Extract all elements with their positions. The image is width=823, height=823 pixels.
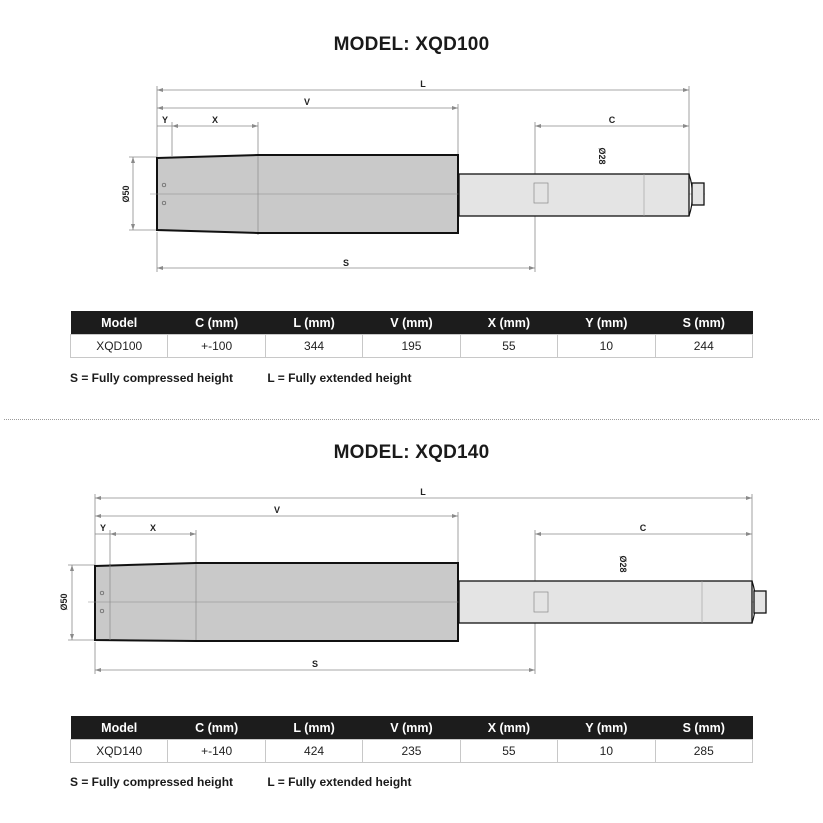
table-header: X (mm) bbox=[460, 311, 557, 335]
spec-table bbox=[70, 716, 753, 763]
table-header: Y (mm) bbox=[558, 716, 655, 740]
table-cell: XQD100 bbox=[71, 335, 168, 358]
table-cell: 55 bbox=[460, 740, 557, 763]
dim-label-Y: Y bbox=[161, 115, 169, 125]
model-title: MODEL: XQD100 bbox=[333, 34, 490, 55]
table-cell: 195 bbox=[363, 335, 460, 358]
legend bbox=[70, 775, 411, 789]
table-cell: 244 bbox=[655, 335, 752, 358]
table-cell: 235 bbox=[363, 740, 460, 763]
dim-label-d50: Ø50 bbox=[121, 185, 131, 203]
spec-table bbox=[70, 311, 753, 358]
dim-label-V: V bbox=[303, 97, 311, 107]
rod-pin bbox=[692, 183, 704, 205]
table-cell: 344 bbox=[265, 335, 362, 358]
table-header: Model bbox=[71, 311, 168, 335]
dim-label-C: C bbox=[639, 523, 647, 533]
gas-cylinder-drawing bbox=[0, 478, 823, 678]
table-cell: 285 bbox=[655, 740, 752, 763]
legend-l: L = Fully extended height bbox=[267, 371, 412, 385]
legend-s: S = Fully compressed height bbox=[70, 371, 234, 385]
piston-rod bbox=[459, 581, 752, 623]
table-header: S (mm) bbox=[655, 311, 752, 335]
table-header: C (mm) bbox=[168, 311, 265, 335]
dim-label-d28: Ø28 bbox=[618, 555, 628, 573]
table-header: V (mm) bbox=[363, 716, 460, 740]
table-header: L (mm) bbox=[265, 716, 362, 740]
legend-s: S = Fully compressed height bbox=[70, 775, 234, 789]
table-cell: XQD140 bbox=[71, 740, 168, 763]
dim-label-S: S bbox=[342, 258, 350, 268]
model-title: MODEL: XQD140 bbox=[333, 442, 490, 463]
table-cell: 10 bbox=[558, 335, 655, 358]
table-cell: +-140 bbox=[168, 740, 265, 763]
dim-label-d50: Ø50 bbox=[59, 593, 69, 611]
table-cell: 424 bbox=[265, 740, 362, 763]
rod-pin bbox=[754, 591, 766, 613]
table-cell: +-100 bbox=[168, 335, 265, 358]
dim-label-C: C bbox=[608, 115, 616, 125]
dim-label-X: X bbox=[211, 115, 219, 125]
legend bbox=[70, 371, 411, 385]
table-header: S (mm) bbox=[655, 716, 752, 740]
dim-label-V: V bbox=[273, 505, 281, 515]
dim-label-X: X bbox=[149, 523, 157, 533]
piston-rod bbox=[459, 174, 689, 216]
table-header: V (mm) bbox=[363, 311, 460, 335]
table-header: L (mm) bbox=[265, 311, 362, 335]
dim-label-S: S bbox=[311, 659, 319, 669]
table-row bbox=[71, 335, 753, 358]
dim-label-L: L bbox=[420, 487, 426, 497]
table-header: X (mm) bbox=[460, 716, 557, 740]
section-divider bbox=[4, 419, 819, 420]
table-header: C (mm) bbox=[168, 716, 265, 740]
dim-label-L: L bbox=[420, 79, 426, 89]
table-header: Model bbox=[71, 716, 168, 740]
table-row bbox=[71, 740, 753, 763]
dim-label-Y: Y bbox=[99, 523, 107, 533]
legend-l: L = Fully extended height bbox=[267, 775, 412, 789]
table-cell: 55 bbox=[460, 335, 557, 358]
table-header: Y (mm) bbox=[558, 311, 655, 335]
dim-label-d28: Ø28 bbox=[597, 147, 607, 165]
table-cell: 10 bbox=[558, 740, 655, 763]
